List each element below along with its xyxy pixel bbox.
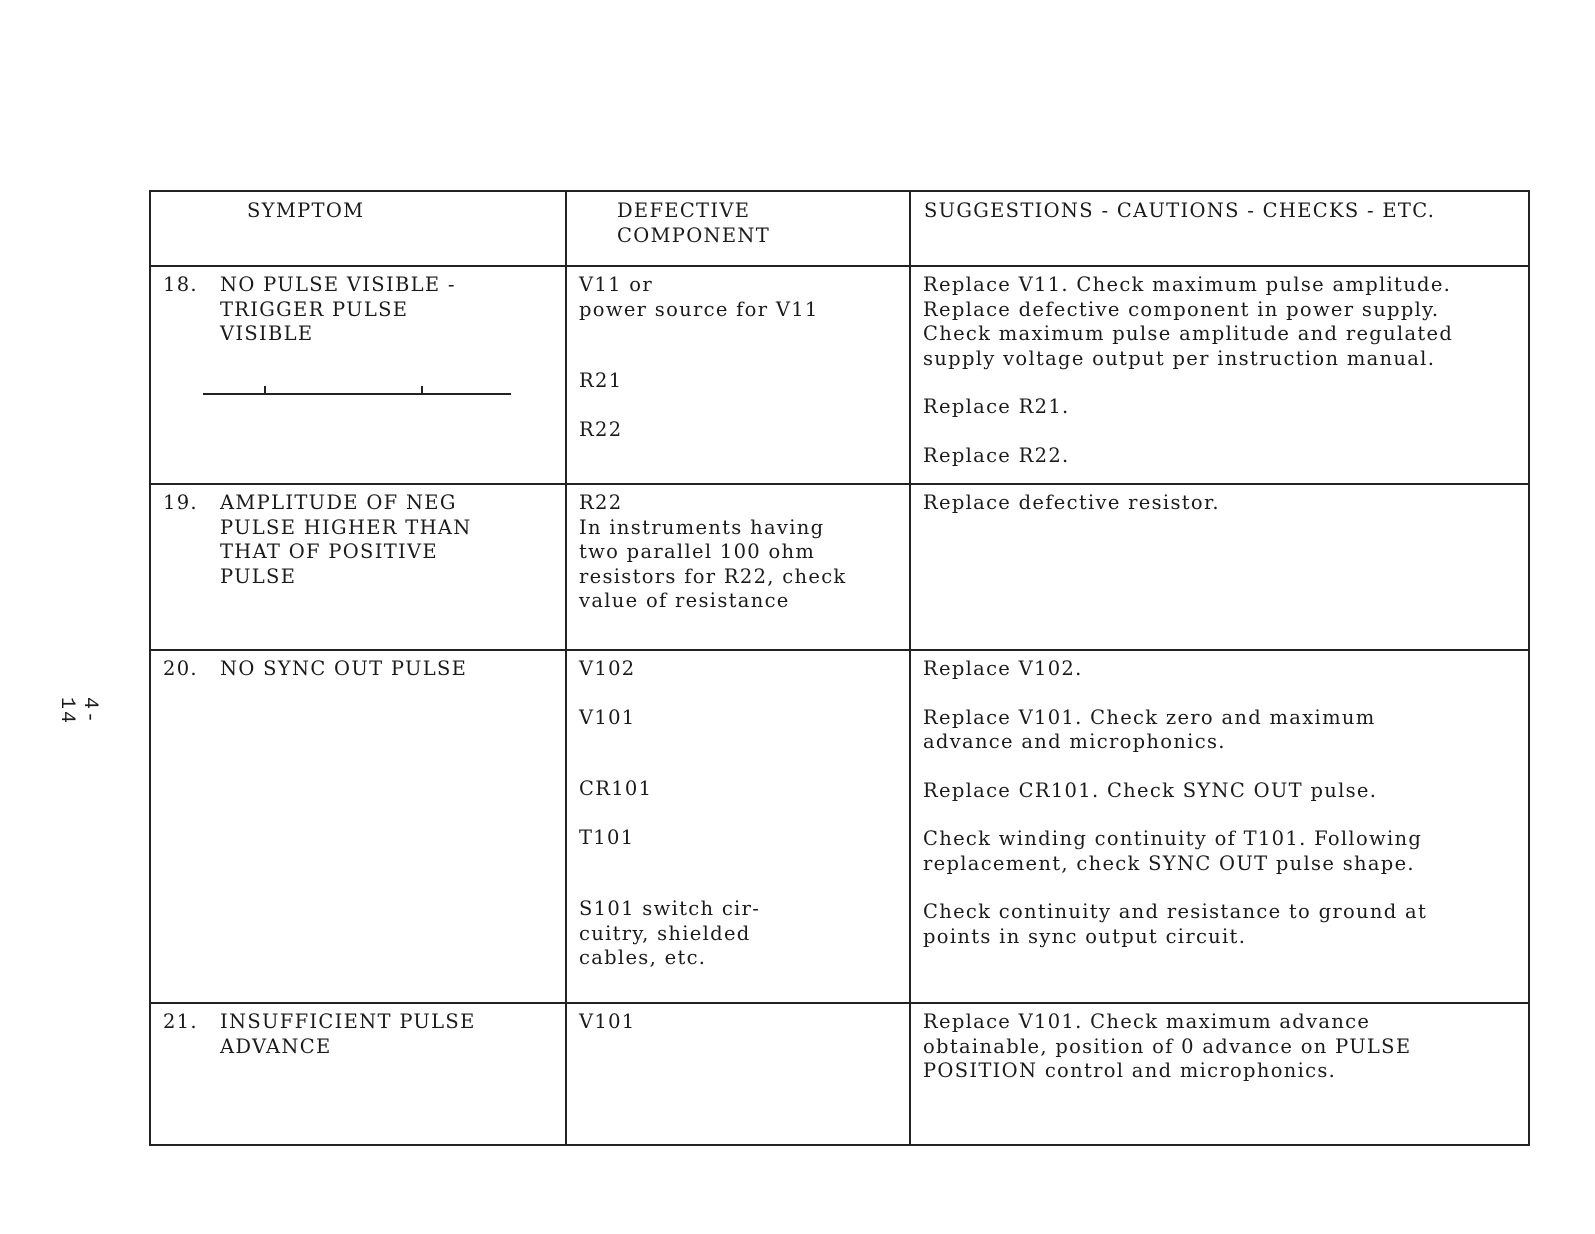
suggestion-entry: Replace CR101. Check SYNC OUT pulse.: [923, 778, 1378, 802]
header-defective-component: DEFECTIVE COMPONENT: [566, 191, 910, 266]
suggestion-cell: [910, 650, 1529, 1003]
symptom-number: 18.: [163, 273, 198, 296]
header-suggestions: SUGGESTIONS - CAUTIONS - CHECKS - ETC.: [910, 191, 1529, 266]
suggestion-entry: Replace V101. Check maximum advance obtainable, position of 0 advance on PULSE POSITION control and microphonics.: [923, 1010, 1412, 1082]
suggestion-entry: Replace defective resistor.: [923, 491, 1220, 514]
trigger-pulse-waveform: [203, 383, 513, 397]
symptom-cell: [150, 484, 566, 650]
component-entry: T101: [579, 825, 635, 849]
suggestion-entry: Replace V101. Check zero and maximum advance and microphonics.: [923, 705, 1376, 753]
symptom-text: INSUFFICIENT PULSE ADVANCE: [220, 1010, 476, 1058]
component-entry: V102: [579, 657, 636, 680]
component-entry: V11 or power source for V11: [579, 273, 819, 321]
component-entry: V101: [579, 1010, 636, 1033]
page-number: 4-14: [55, 696, 101, 725]
component-entry: R22 In instruments having two parallel 100 ohm resistors for R22, check value of resistance: [579, 491, 847, 612]
component-entry: CR101: [579, 777, 653, 800]
header-symptom: SYMPTOM: [150, 191, 566, 266]
suggestion-cell: [910, 484, 1529, 650]
table-row: [150, 1003, 1529, 1145]
component-entry: S101 switch cir- cuitry, shielded cables, etc.: [579, 897, 761, 969]
component-entry: V101: [579, 705, 636, 729]
suggestion-entry: Check continuity and resistance to ground at points in sync output circuit.: [923, 900, 1428, 948]
suggestion-cell: [910, 1003, 1529, 1145]
symptom-text: NO PULSE VISIBLE - TRIGGER PULSE VISIBLE: [220, 273, 456, 345]
symptom-number: 19.: [163, 491, 198, 514]
suggestion-entry: Replace V102.: [923, 657, 1083, 680]
table-row: [150, 266, 1529, 484]
suggestion-cell: [910, 266, 1529, 484]
troubleshooting-table: [149, 190, 1530, 1146]
component-entry: R21: [579, 369, 623, 392]
symptom-cell: [150, 650, 566, 1003]
table-row: [150, 650, 1529, 1003]
symptom-number: 21.: [163, 1010, 198, 1033]
table-header-row: [150, 191, 1529, 266]
symptom-cell: [150, 1003, 566, 1145]
symptom-cell: [150, 266, 566, 484]
suggestion-entry: Check winding continuity of T101. Following replacement, check SYNC OUT pulse shape.: [923, 827, 1423, 875]
table-row: [150, 484, 1529, 650]
symptom-number: 20.: [163, 657, 198, 680]
component-entry: R22: [579, 417, 623, 441]
suggestion-entry: Replace R22.: [923, 443, 1070, 467]
component-cell: [566, 650, 910, 1003]
symptom-text: NO SYNC OUT PULSE: [220, 657, 468, 680]
component-cell: [566, 266, 910, 484]
component-cell: [566, 484, 910, 650]
suggestion-entry: Replace R21.: [923, 395, 1070, 418]
symptom-text: AMPLITUDE OF NEG PULSE HIGHER THAN THAT OF POSITIVE PULSE: [220, 491, 472, 588]
component-cell: [566, 1003, 910, 1145]
suggestion-entry: Replace V11. Check maximum pulse amplitude. Replace defective component in power supply. Check maximum pulse amplitude and regulated supply voltage output per instruction manual.: [923, 273, 1454, 370]
